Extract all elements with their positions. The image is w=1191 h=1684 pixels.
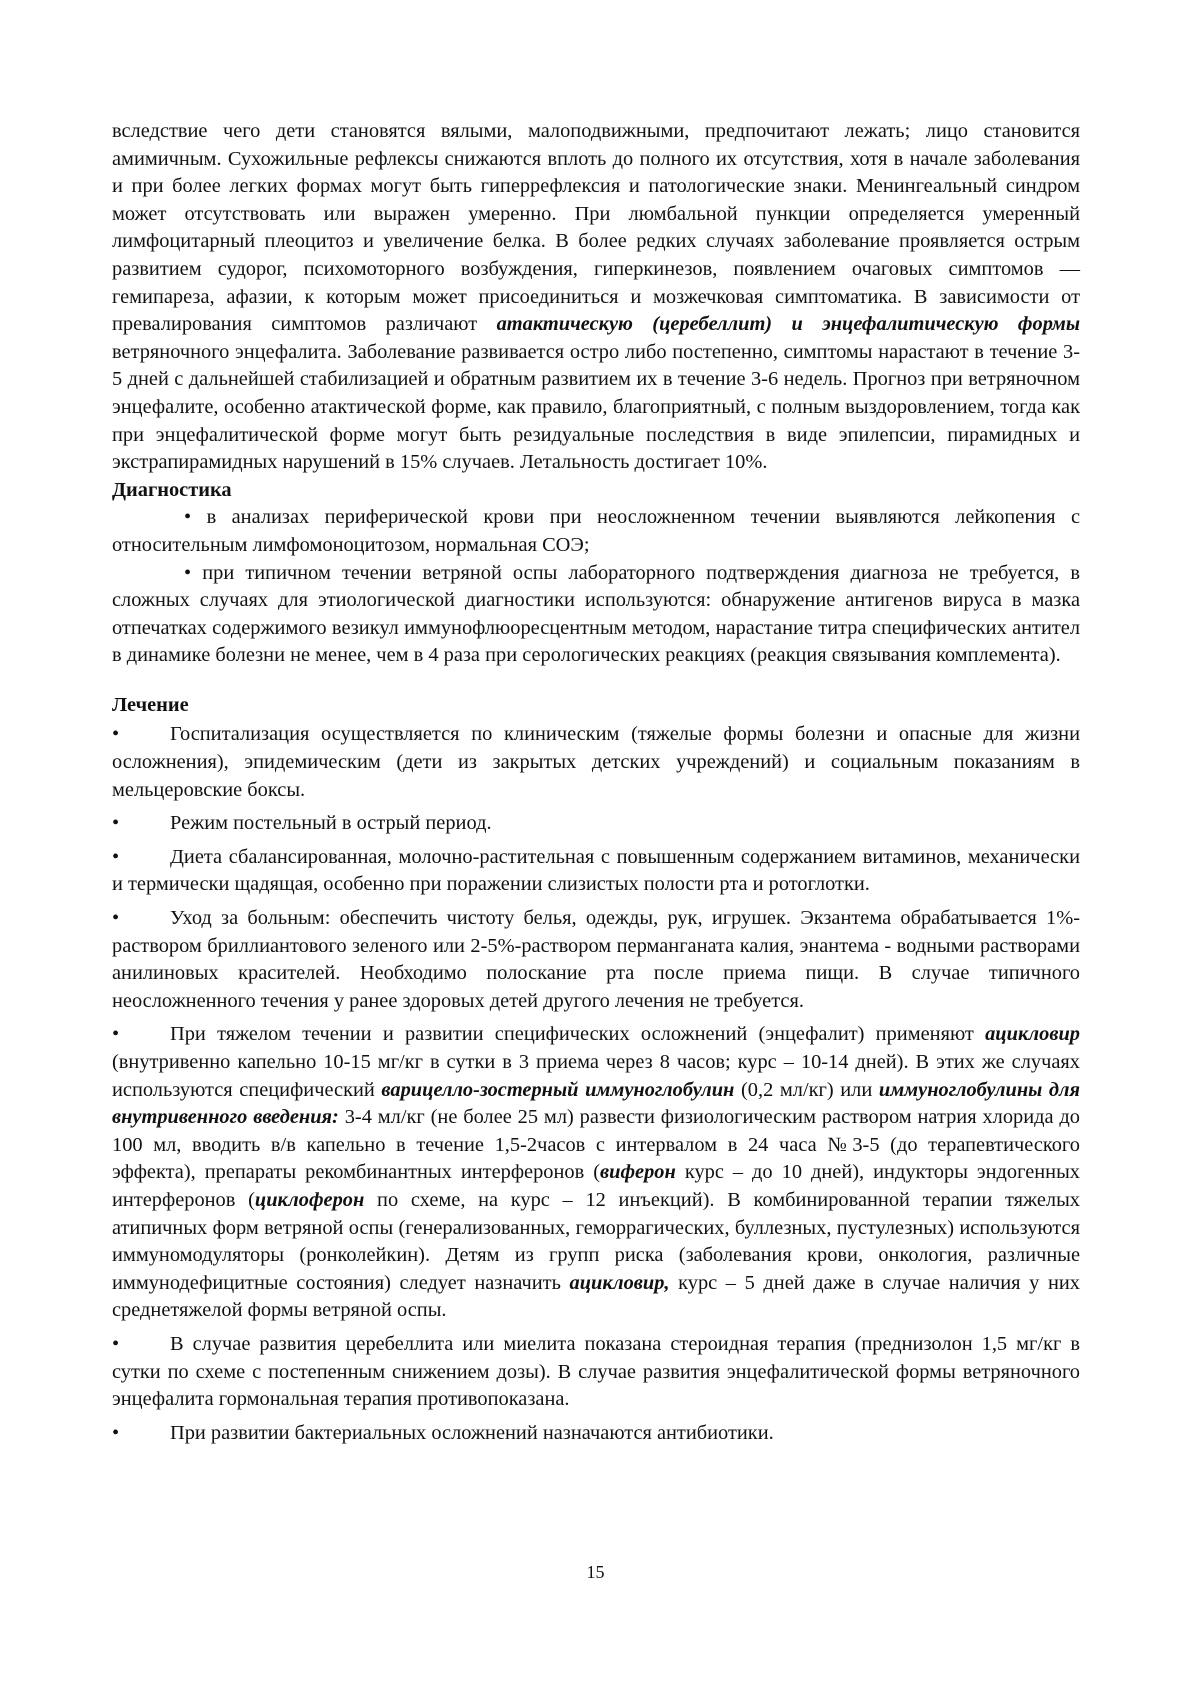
bullet-icon: • [112,845,120,868]
bullet-icon: • [112,907,120,930]
treatment-item-text: (внутривенно капельно 10-15 мг/кг в сутки в 3 приема через 8 часов; курс – 10-14 дней). В этих же случаях используются специфический [112,1051,1080,1101]
drug-cycloferon: циклоферон [254,1188,365,1211]
treatment-item-text: 3-4 мл/кг (не более 25 мл) развести физиологическим раствором натрия хлорида до 100 мл, вводить в/в капельно в течение 1,5-2часов с интервалом в 24 часа №3-5 (до терапевтического эффекта), препараты рекомбинантных интерферонов ( [112,1106,1080,1184]
treatment-item-care [112,905,1080,1015]
treatment-item-text: Диета сбалансированная, молочно-растительная с повышенным содержанием витаминов, механически и термически щадящая, особенно при поражении слизистых полости рта и ротоглотки. [112,845,1080,896]
bullet-icon: • [184,506,192,529]
intro-paragraph [112,118,1080,477]
treatment-item-hospitalization [112,721,1080,804]
treatment-item-text: Госпитализация осуществляется по клиническим (тяжелые формы болезни и опасные для жизни осложнения), эпидемическим (дети из закрытых детских учреждений) и социальным показаниям в мельцеровские боксы. [112,723,1080,801]
bullet-icon: • [112,1023,120,1046]
diagnostics-item [112,560,1080,670]
diagnostics-item-text: при типичном течении ветряной оспы лабораторного подтверждения диагноза не требуется, в сложных случаях для этиологической диагностики используются: обнаружение антигенов вируса в мазка отпечатках содержимого везикул иммунофлюоресцентным методом, нарастание титра специфических антител в динамике болезни не менее, чем в 4 раза при серологических реакциях (реакция связывания комплемента). [112,561,1080,667]
treatment-item-text: При тяжелом течении и развитии специфических осложнений (энцефалит) применяют [170,1023,986,1046]
diagnostics-heading: Диагностика [112,478,232,501]
drug-vzig: варицелло-зостерный иммуноглобулин [381,1078,735,1101]
treatment-item-text: При развитии бактериальных осложнений назначаются антибиотики. [170,1421,774,1444]
bullet-icon: • [112,812,120,835]
treatment-item-diet [112,844,1080,899]
treatment-item-regimen [112,810,1080,838]
document-page [112,118,1080,1453]
bullet-icon: • [112,1332,120,1355]
drug-viferon: виферон [600,1161,676,1184]
treatment-item-antiviral [112,1021,1080,1325]
treatment-item-text: курс – 5 дней даже в случае наличия у них среднетяжелой формы ветряной оспы. [112,1271,1080,1322]
intro-text-start: вследствие чего дети становятся вялыми, малоподвижными, предпочитают лежать; лицо становится амимичным. Сухожильные рефлексы снижаются вплоть до полного их отсутствия, хотя в начале заболевания и при более легких формах могут быть гиперрефлексия и патологические знаки. Менингеальный синдром может отсутствовать или выражен умеренно. При люмбальной пункции определяется умеренный лимфоцитарный плеоцитоз и увеличение белка. В более редких случаях заболевание проявляется острым развитием судорог, психомоторного возбуждения, гиперкинезов, появлением очаговых симптомов — гемипареза, афазии, к которым может присоединиться и мозжечковая симптоматика. В зависимости от превалирования симптомов различают [112,120,1080,336]
drug-ivig: иммуноглобулины для внутривенного введения: [112,1078,1081,1129]
bullet-icon: • [112,723,120,746]
treatment-item-text: В случае развития церебеллита или миелита показана стероидная терапия (преднизолон 1,5 мг/кг в сутки по схеме с постепенным снижением дозы). В случае развития энцефалитической формы ветряночного энцефалита гормональная терапия противопоказана. [112,1332,1080,1411]
intro-text-end: ветряночного энцефалита. Заболевание развивается остро либо постепенно, симптомы нарастают в течение 3-5 дней с дальнейшей стабилизацией и обратным развитием их в течение 3-6 недель. Прогноз при ветряночном энцефалите, особенно атактической форме, как правило, благоприятный, с полным выздоровлением, тогда как при энцефалитической форме могут быть резидуальные последствия в виде эпилепсии, пирамидных и экстрапирамидных нарушений в 15% случаев. Летальность достигает 10%. [112,340,1080,474]
bullet-icon: • [112,1421,120,1444]
page-number: 15 [586,1562,605,1582]
treatment-item-text: Уход за больным: обеспечить чистоту белья, одежды, рук, игрушек. Экзантема обрабатывается 1%-раствором бриллиантового зеленого или 2-5%-раствором перманганата калия, энантема - водными растворами анилиновых красителей. Необходимо полоскание рта после приема пищи. В случае типичного неосложненного течения у ранее здоровых детей другого лечения не требуется. [112,907,1080,1012]
drug-acyclovir: ацикловир, [569,1271,670,1294]
treatment-item-text: по схеме, на курс – 12 инъекций). В комбинированной терапии тяжелых атипичных форм ветряной оспы (генерализованных, геморрагических, буллезных, пустулезных) используются иммуномодуляторы (ронколейкин). Детям из групп риска (заболевания крови, онкология, различные иммунодефицитные состояния) следует назначить [112,1188,1080,1294]
diagnostics-item [112,504,1080,559]
treatment-item-text: Режим постельный в острый период. [170,812,492,835]
intro-forms-emphasis: атактическую (церебеллит) и энцефалитическую формы [496,313,1081,336]
drug-acyclovir: ацикловир [985,1023,1080,1046]
treatment-item-steroids [112,1331,1080,1414]
diagnostics-item-text: в анализах периферической крови при неосложненном течении выявляются лейкопения с относительным лимфомоноцитозом, нормальная СОЭ; [112,506,1080,556]
treatment-item-text: курс – до 10 дней), индукторы эндогенных интерферонов ( [112,1161,1080,1211]
treatment-list [112,721,1080,1447]
treatment-item-text: (0,2 мл/кг) или [734,1078,879,1101]
treatment-heading: Лечение [112,693,189,716]
bullet-icon: • [184,561,192,584]
treatment-item-antibiotics [112,1420,1080,1448]
